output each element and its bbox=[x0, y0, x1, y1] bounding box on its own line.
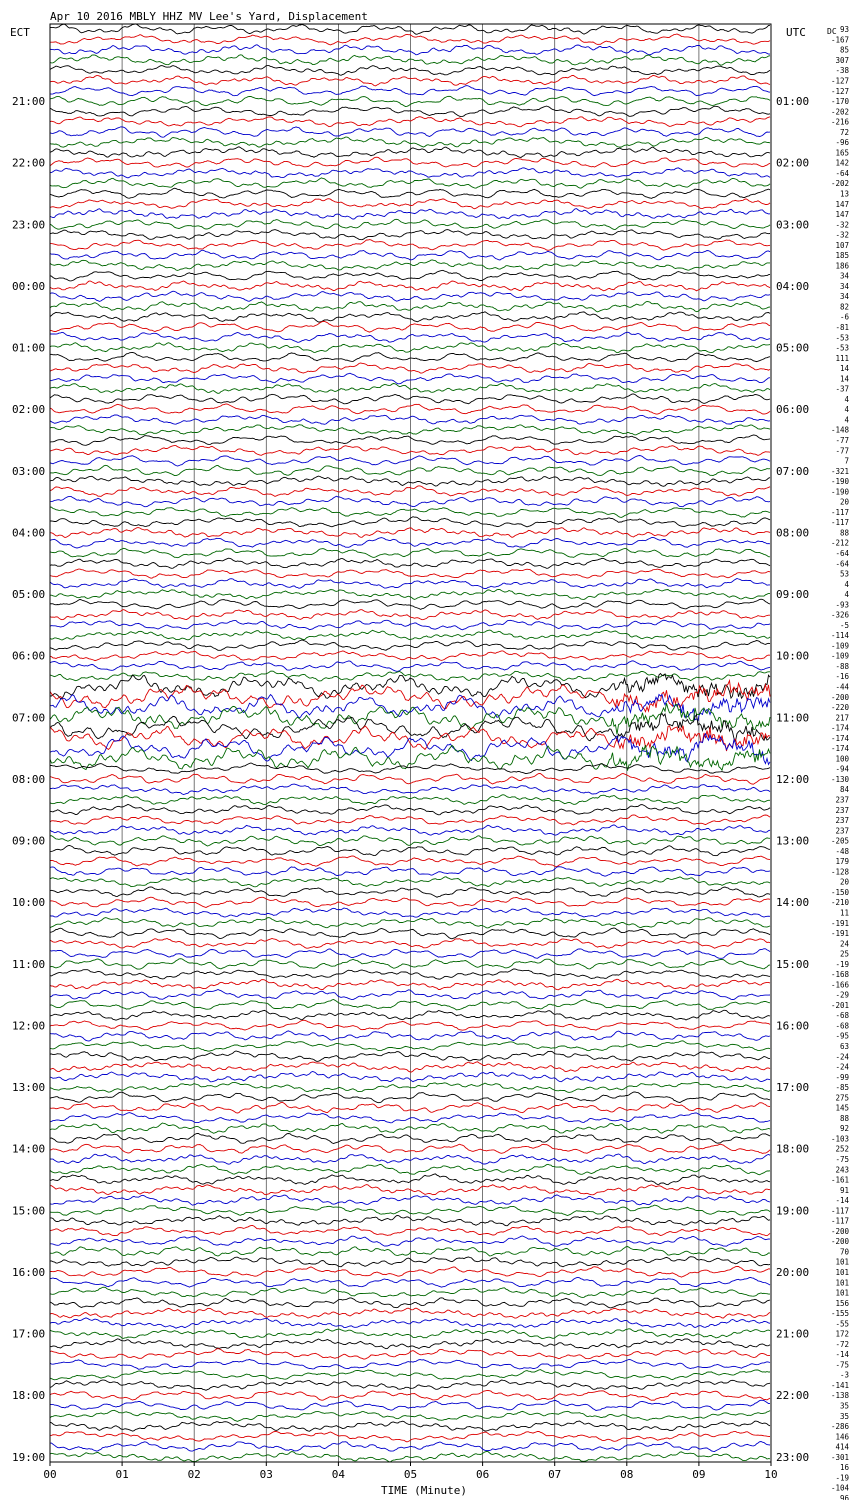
dc-offset-label: 35 bbox=[839, 1401, 849, 1411]
right-hour-label: 04:00 bbox=[776, 279, 810, 293]
dc-offset-label: 237 bbox=[835, 795, 849, 805]
dc-offset-label: -38 bbox=[835, 66, 849, 76]
dc-offset-label: 243 bbox=[835, 1165, 849, 1175]
right-hour-label: 06:00 bbox=[776, 403, 810, 417]
dc-offset-label: 35 bbox=[839, 1411, 849, 1421]
right-hour-label: 22:00 bbox=[776, 1389, 810, 1403]
dc-offset-label: 20 bbox=[839, 877, 849, 887]
left-hour-label: 02:00 bbox=[12, 403, 46, 417]
left-hour-label: 21:00 bbox=[12, 95, 46, 109]
dc-offset-label: 20 bbox=[839, 497, 849, 507]
dc-offset-label: 237 bbox=[835, 816, 849, 826]
right-hour-label: 01:00 bbox=[776, 95, 810, 109]
dc-offset-label: -190 bbox=[830, 487, 849, 497]
dc-offset-label: -72 bbox=[835, 1339, 849, 1349]
dc-offset-label: 25 bbox=[839, 949, 849, 959]
left-hour-label: 11:00 bbox=[12, 957, 46, 971]
dc-offset-label: 414 bbox=[835, 1442, 849, 1452]
dc-offset-label: 147 bbox=[835, 199, 849, 209]
dc-offset-label: -75 bbox=[835, 1360, 849, 1370]
dc-offset-label: -202 bbox=[830, 179, 849, 189]
dc-offset-label: -202 bbox=[830, 107, 849, 117]
x-tick-label: 09 bbox=[692, 1468, 706, 1481]
dc-offset-label: 91 bbox=[839, 1185, 849, 1195]
dc-offset-label: -93 bbox=[835, 600, 849, 610]
left-hour-label: 09:00 bbox=[12, 834, 46, 848]
x-tick-label: 00 bbox=[43, 1468, 57, 1481]
dc-offset-label: 4 bbox=[844, 590, 849, 600]
dc-offset-label: -81 bbox=[835, 323, 849, 333]
dc-offset-label: -77 bbox=[835, 435, 849, 445]
dc-offset-label: -19 bbox=[835, 1473, 849, 1483]
dc-offset-label: -117 bbox=[830, 1206, 849, 1216]
dc-offset-label: 217 bbox=[835, 713, 849, 723]
dc-offset-label: 63 bbox=[839, 1042, 849, 1052]
dc-offset-label: 156 bbox=[835, 1298, 849, 1308]
dc-offset-label: 146 bbox=[835, 1432, 849, 1442]
x-tick-label: 02 bbox=[187, 1468, 201, 1481]
dc-offset-label: -99 bbox=[835, 1072, 849, 1082]
dc-offset-label: -16 bbox=[835, 672, 849, 682]
dc-offset-label: -174 bbox=[830, 723, 849, 733]
dc-offset-label: 4 bbox=[844, 405, 849, 415]
dc-offset-label: 186 bbox=[835, 261, 849, 271]
right-hour-label: 11:00 bbox=[776, 711, 810, 725]
dc-offset-label: 111 bbox=[835, 353, 849, 363]
left-hour-label: 17:00 bbox=[12, 1327, 46, 1341]
left-hour-label: 13:00 bbox=[12, 1081, 46, 1095]
dc-offset-label: 142 bbox=[835, 158, 849, 168]
right-hour-label: 05:00 bbox=[776, 341, 810, 355]
dc-offset-label: -109 bbox=[830, 641, 849, 651]
dc-offset-label: -128 bbox=[830, 867, 849, 877]
dc-offset-label: 85 bbox=[839, 45, 849, 55]
dc-offset-label: -220 bbox=[830, 703, 849, 713]
left-hour-label: 19:00 bbox=[12, 1450, 46, 1464]
dc-offset-label: -200 bbox=[830, 692, 849, 702]
dc-offset-label: 53 bbox=[839, 569, 849, 579]
dc-offset-label: -191 bbox=[830, 918, 849, 928]
dc-offset-label: -321 bbox=[830, 466, 849, 476]
dc-offset-label: -68 bbox=[835, 1021, 849, 1031]
dc-offset-label: 165 bbox=[835, 148, 849, 158]
left-hour-label: 22:00 bbox=[12, 156, 46, 170]
right-hour-label: 23:00 bbox=[776, 1450, 810, 1464]
dc-offset-label: -148 bbox=[830, 425, 849, 435]
dc-offset-label: -64 bbox=[835, 548, 849, 558]
dc-offset-label: 237 bbox=[835, 826, 849, 836]
dc-offset-label: 172 bbox=[835, 1329, 849, 1339]
dc-offset-label: -85 bbox=[835, 1083, 849, 1093]
right-hour-label: 08:00 bbox=[776, 526, 810, 540]
dc-offset-label: 24 bbox=[839, 939, 849, 949]
dc-offset-label: -174 bbox=[830, 733, 849, 743]
dc-offset-label: 4 bbox=[844, 579, 849, 589]
dc-offset-label: 107 bbox=[835, 240, 849, 250]
dc-offset-label: 13 bbox=[839, 189, 849, 199]
dc-offset-label: 70 bbox=[839, 1247, 849, 1257]
dc-offset-label: 34 bbox=[839, 292, 849, 302]
dc-offset-label: 14 bbox=[839, 364, 849, 374]
x-tick-label: 05 bbox=[403, 1468, 418, 1481]
dc-offset-label: 72 bbox=[839, 127, 849, 137]
dc-offset-label: -75 bbox=[835, 1154, 849, 1164]
right-hour-label: 02:00 bbox=[776, 156, 810, 170]
dc-offset-label: -161 bbox=[830, 1175, 849, 1185]
dc-offset-label: 101 bbox=[835, 1257, 849, 1267]
right-hour-label: 18:00 bbox=[776, 1142, 810, 1156]
dc-offset-label: 4 bbox=[844, 415, 849, 425]
dc-offset-label: -19 bbox=[835, 959, 849, 969]
right-hour-label: 17:00 bbox=[776, 1081, 810, 1095]
dc-offset-label: 100 bbox=[835, 754, 849, 764]
dc-offset-label: -68 bbox=[835, 1011, 849, 1021]
left-axis-label: ECT bbox=[10, 26, 30, 39]
dc-offset-label: -326 bbox=[830, 610, 849, 620]
right-hour-label: 07:00 bbox=[776, 464, 810, 478]
right-hour-label: 15:00 bbox=[776, 957, 810, 971]
dc-offset-label: -24 bbox=[835, 1062, 849, 1072]
x-tick-label: 08 bbox=[620, 1468, 634, 1481]
dc-offset-label: -155 bbox=[830, 1309, 849, 1319]
dc-offset-label: 4 bbox=[844, 394, 849, 404]
left-hour-label: 00:00 bbox=[12, 279, 46, 293]
dc-offset-label: -210 bbox=[830, 898, 849, 908]
dc-offset-label: 34 bbox=[839, 271, 849, 281]
dc-offset-label: -117 bbox=[830, 507, 849, 517]
dc-offset-label: -190 bbox=[830, 477, 849, 487]
dc-offset-label: 93 bbox=[839, 25, 849, 35]
right-hour-label: 09:00 bbox=[776, 588, 810, 602]
dc-offset-label: -191 bbox=[830, 929, 849, 939]
dc-offset-label: -53 bbox=[835, 333, 849, 343]
dc-offset-label: -96 bbox=[835, 138, 849, 148]
dc-offset-label: 84 bbox=[839, 785, 849, 795]
right-hour-label: 13:00 bbox=[776, 834, 810, 848]
dc-offset-label: -24 bbox=[835, 1052, 849, 1062]
right-hour-label: 12:00 bbox=[776, 772, 810, 786]
dc-offset-label: -64 bbox=[835, 559, 849, 569]
right-hour-label: 10:00 bbox=[776, 649, 810, 663]
dc-offset-label: 275 bbox=[835, 1093, 849, 1103]
right-hour-label: 14:00 bbox=[776, 896, 810, 910]
dc-offset-label: -53 bbox=[835, 343, 849, 353]
dc-offset-label: -3 bbox=[839, 1370, 849, 1380]
left-hour-label: 16:00 bbox=[12, 1265, 46, 1279]
dc-offset-label: -117 bbox=[830, 518, 849, 528]
left-hour-label: 06:00 bbox=[12, 649, 46, 663]
dc-offset-label: -64 bbox=[835, 168, 849, 178]
left-hour-label: 18:00 bbox=[12, 1389, 46, 1403]
dc-offset-label: 145 bbox=[835, 1103, 849, 1113]
dc-offset-label: -29 bbox=[835, 990, 849, 1000]
left-hour-label: 01:00 bbox=[12, 341, 46, 355]
dc-offset-label: 307 bbox=[835, 55, 849, 65]
dc-offset-label: -95 bbox=[835, 1031, 849, 1041]
left-hour-label: 12:00 bbox=[12, 1019, 46, 1033]
dc-offset-label: -14 bbox=[835, 1350, 849, 1360]
x-tick-label: 10 bbox=[764, 1468, 778, 1481]
x-tick-label: 04 bbox=[331, 1468, 346, 1481]
right-hour-label: 16:00 bbox=[776, 1019, 810, 1033]
dc-offset-label: 252 bbox=[835, 1144, 849, 1154]
left-hour-label: 08:00 bbox=[12, 772, 46, 786]
right-hour-label: 20:00 bbox=[776, 1265, 810, 1279]
left-hour-label: 14:00 bbox=[12, 1142, 46, 1156]
x-tick-label: 06 bbox=[475, 1468, 490, 1481]
dc-offset-label: -141 bbox=[830, 1380, 849, 1390]
chart-title: Apr 10 2016 MBLY HHZ MV Lee's Yard, Displacement bbox=[50, 10, 368, 23]
left-hour-label: 23:00 bbox=[12, 218, 46, 232]
x-tick-label: 07 bbox=[548, 1468, 562, 1481]
dc-offset-label: -103 bbox=[830, 1134, 849, 1144]
dc-offset-label: -44 bbox=[835, 682, 849, 692]
x-tick-label: 03 bbox=[259, 1468, 273, 1481]
dc-offset-label: -200 bbox=[830, 1226, 849, 1236]
dc-header-label: DC bbox=[827, 27, 837, 36]
dc-offset-label: 147 bbox=[835, 210, 849, 220]
dc-offset-label: 11 bbox=[839, 908, 849, 918]
left-hour-label: 15:00 bbox=[12, 1204, 46, 1218]
dc-offset-label: -170 bbox=[830, 97, 849, 107]
dc-offset-label: -32 bbox=[835, 220, 849, 230]
dc-offset-label: 101 bbox=[835, 1267, 849, 1277]
left-hour-label: 05:00 bbox=[12, 588, 46, 602]
dc-offset-label: -6 bbox=[839, 312, 849, 322]
dc-offset-label: -94 bbox=[835, 764, 849, 774]
dc-offset-label: -166 bbox=[830, 980, 849, 990]
dc-offset-label: -14 bbox=[835, 1196, 849, 1206]
dc-offset-label: 101 bbox=[835, 1288, 849, 1298]
dc-offset-label: -48 bbox=[835, 846, 849, 856]
dc-offset-label: 34 bbox=[839, 281, 849, 291]
left-hour-label: 04:00 bbox=[12, 526, 46, 540]
dc-offset-label: -37 bbox=[835, 384, 849, 394]
dc-offset-label: 237 bbox=[835, 805, 849, 815]
right-hour-label: 19:00 bbox=[776, 1204, 810, 1218]
dc-offset-label: -216 bbox=[830, 117, 849, 127]
x-tick-label: 01 bbox=[115, 1468, 129, 1481]
dc-offset-label: -150 bbox=[830, 887, 849, 897]
right-hour-label: 21:00 bbox=[776, 1327, 810, 1341]
dc-offset-label: -55 bbox=[835, 1319, 849, 1329]
dc-offset-label: -109 bbox=[830, 651, 849, 661]
dc-offset-label: 96 bbox=[839, 1493, 849, 1500]
dc-offset-label: 16 bbox=[839, 1463, 849, 1473]
dc-offset-label: -201 bbox=[830, 1000, 849, 1010]
left-hour-label: 07:00 bbox=[12, 711, 46, 725]
dc-offset-label: -168 bbox=[830, 970, 849, 980]
dc-offset-label: 88 bbox=[839, 528, 849, 538]
right-hour-label: 03:00 bbox=[776, 218, 810, 232]
dc-offset-label: -32 bbox=[835, 230, 849, 240]
right-axis-label: UTC bbox=[786, 26, 806, 39]
dc-offset-label: -5 bbox=[839, 620, 849, 630]
dc-offset-label: -77 bbox=[835, 446, 849, 456]
dc-offset-label: 7 bbox=[844, 456, 849, 466]
dc-offset-label: 185 bbox=[835, 251, 849, 261]
dc-offset-label: 92 bbox=[839, 1124, 849, 1134]
dc-offset-label: -286 bbox=[830, 1422, 849, 1432]
dc-offset-label: -174 bbox=[830, 744, 849, 754]
dc-offset-label: -167 bbox=[830, 35, 849, 45]
dc-offset-label: 82 bbox=[839, 302, 849, 312]
dc-offset-label: -212 bbox=[830, 538, 849, 548]
dc-offset-label: 179 bbox=[835, 857, 849, 867]
dc-offset-label: -138 bbox=[830, 1391, 849, 1401]
dc-offset-label: -205 bbox=[830, 836, 849, 846]
dc-offset-label: 88 bbox=[839, 1113, 849, 1123]
dc-offset-label: -88 bbox=[835, 661, 849, 671]
dc-offset-label: -200 bbox=[830, 1237, 849, 1247]
left-hour-label: 10:00 bbox=[12, 896, 46, 910]
dc-offset-label: -127 bbox=[830, 76, 849, 86]
dc-offset-label: -117 bbox=[830, 1216, 849, 1226]
dc-offset-label: 101 bbox=[835, 1278, 849, 1288]
dc-offset-label: -301 bbox=[830, 1452, 849, 1462]
dc-offset-label: -130 bbox=[830, 774, 849, 784]
dc-offset-label: -114 bbox=[830, 631, 849, 641]
x-axis-title: TIME (Minute) bbox=[380, 1484, 468, 1497]
dc-offset-label: 14 bbox=[839, 374, 849, 384]
dc-offset-label: -127 bbox=[830, 86, 849, 96]
dc-offset-label: -104 bbox=[830, 1483, 849, 1493]
left-hour-label: 03:00 bbox=[12, 464, 46, 478]
